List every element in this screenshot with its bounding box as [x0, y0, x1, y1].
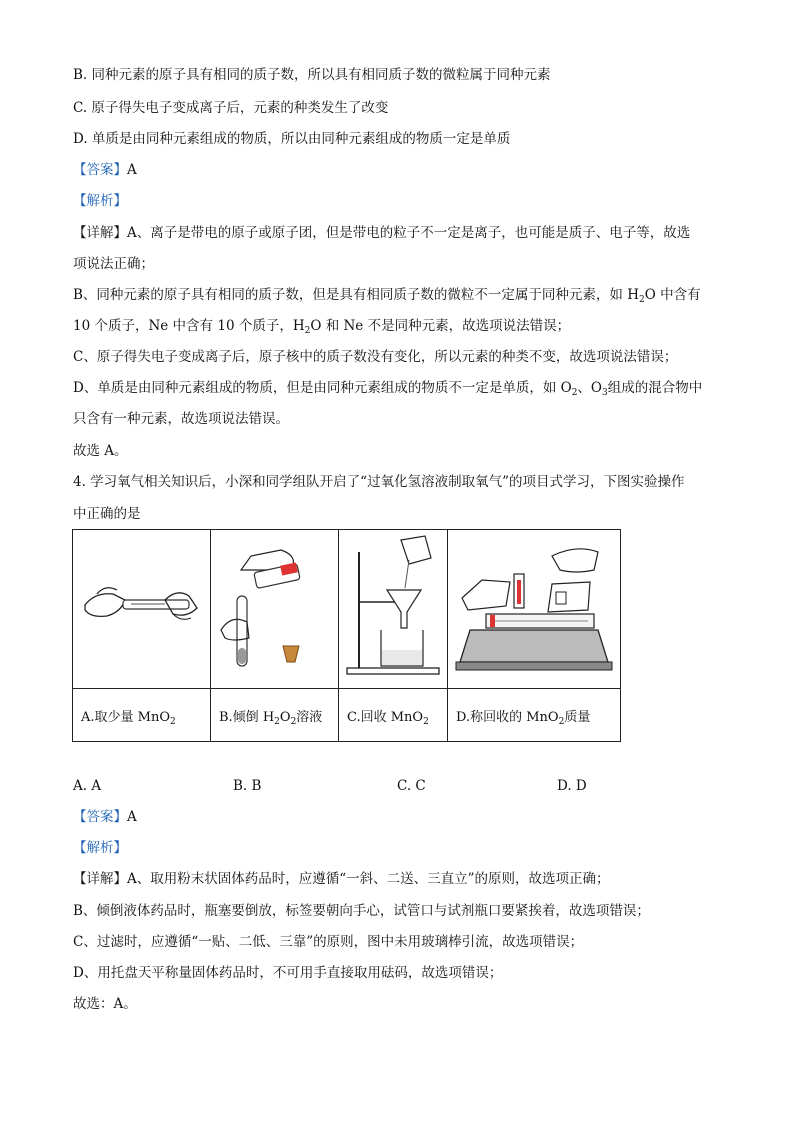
- option-d-text: D. 单质是由同种元素组成的物质，所以由同种元素组成的物质一定是单质: [73, 131, 511, 147]
- option-d: D. D: [557, 778, 587, 794]
- detail-b-line1: B、同种元素的原子具有相同的质子数，但是具有相同质子数的微粒不一定属于同种元素，如 $H_2O$ 中含有: [73, 287, 701, 305]
- answer-line-q3: [73, 161, 137, 179]
- detail-b-line2: 10 个质子，Ne 中含有 10 个质子，$H_2O$ 和 Ne 不是同种元素，故选项说法错误；: [73, 318, 571, 336]
- figure-d-cell: [448, 530, 621, 689]
- caption-d: D.称回收的 MnO$_2$质量: [448, 689, 621, 742]
- option-c: C. C: [397, 778, 426, 794]
- detail-a-line1: 【详解】A、离子是带电的原子或原子团，但是带电的粒子不一定是离子，也可能是质子、电子等，故选: [73, 225, 691, 241]
- spatula-powder-illustration: [73, 530, 210, 684]
- pouring-liquid-illustration: [211, 530, 338, 684]
- experiment-figure-table: [72, 529, 621, 742]
- caption-c: C.回收 MnO$_2$: [339, 689, 448, 742]
- q4-choose-line: 故选：A。: [73, 996, 137, 1012]
- caption-b: B.倾倒 $H_2O_2$溶液: [211, 689, 339, 742]
- detail-d-line2: 只含有一种元素，故选项说法错误。: [73, 411, 289, 427]
- filtration-illustration: [339, 530, 447, 684]
- caption-a: A.取少量 MnO$_2$: [73, 689, 211, 742]
- q4-detail-c: C、过滤时，应遵循“一贴、二低、三靠”的原则，图中未用玻璃棒引流，故选项错误；: [73, 934, 584, 950]
- detail-label: 【详解】: [73, 225, 127, 241]
- option-a: A. A: [73, 778, 102, 794]
- question-4-stem-line2: 中正确的是: [73, 506, 141, 522]
- option-b: B. B: [233, 778, 262, 794]
- answer-value: A: [127, 162, 137, 178]
- option-c-text: C. 原子得失电子变成离子后，元素的种类发生了改变: [73, 100, 389, 116]
- q4-detail-d: D、用托盘天平称量固体药品时，不可用手直接取用砝码，故选项错误；: [73, 965, 503, 981]
- choose-line-q3: 故选 A。: [73, 443, 128, 459]
- analysis-label-q3: 【解析】: [73, 193, 127, 209]
- question-4-stem-line1: 4. 学习氧气相关知识后，小深和同学组队开启了“过氧化氢溶液制取氧气”的项目式学习，下图实验操作: [73, 474, 685, 490]
- figure-c-cell: [339, 530, 448, 689]
- detail-c-line: C、原子得失电子变成离子后，原子核中的质子数没有变化，所以元素的种类不变，故选项说法错误；: [73, 349, 678, 365]
- q4-detail-a: 【详解】A、取用粉末状固体药品时，应遵循“一斜、二送、三直立”的原则，故选项正确；: [73, 871, 610, 887]
- option-b-text: B. 同种元素的原子具有相同的质子数，所以具有相同质子数的微粒属于同种元素: [73, 67, 551, 83]
- detail-d-line1: D、单质是由同种元素组成的物质，但是由同种元素组成的物质不一定是单质，如 $O_2$、$O_3$组成的混合物中: [73, 380, 703, 398]
- q4-detail-b: B、倾倒液体药品时，瓶塞要倒放，标签要朝向手心，试管口与试剂瓶口要紧挨着，故选项错误；: [73, 903, 650, 919]
- figure-a-cell: [73, 530, 211, 689]
- answer-line-q4: 【答案】A: [73, 809, 137, 825]
- balance-illustration: [448, 530, 620, 684]
- answer-label: 【答案】: [73, 162, 127, 178]
- detail-a-line2: 项说法正确；: [73, 256, 154, 272]
- figure-b-cell: [211, 530, 339, 689]
- analysis-label-q4: 【解析】: [73, 840, 127, 856]
